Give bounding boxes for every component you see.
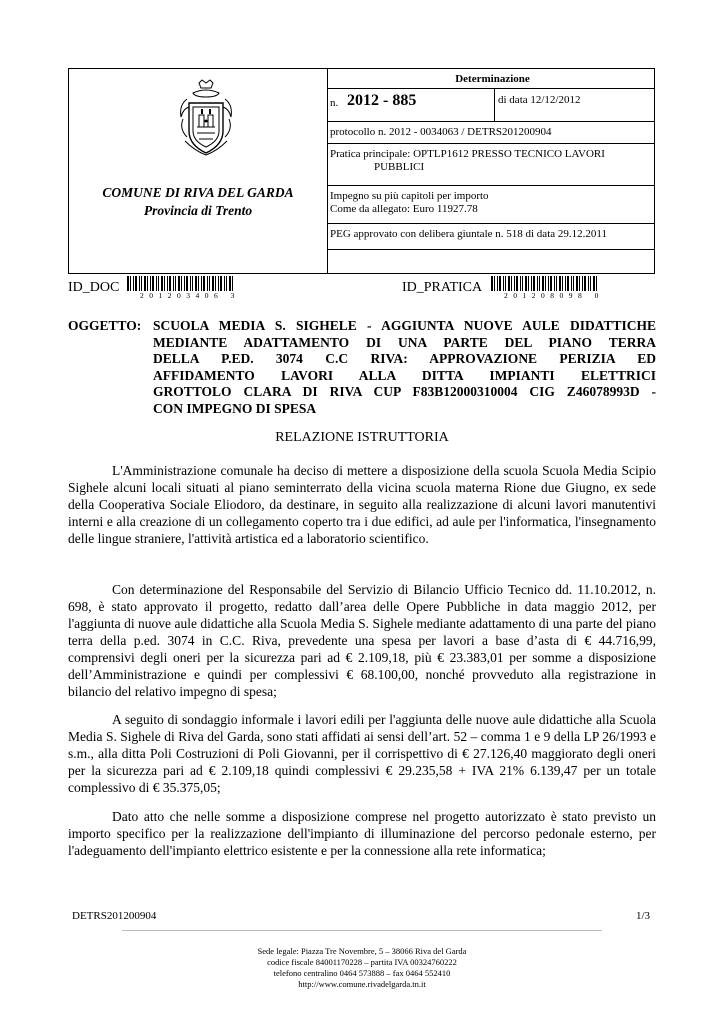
paragraph: A seguito di sondaggio informale i lavori edili per l'aggiunta delle nuove aule didattiche alla Scuola Media S. Sighele di Riva del Garda, sono stati affidati ai sensi dell’art. 52 – comma 1 e 9 della LP 26/1993 e s.m., alla ditta Poli Costruzioni di Poli Giovanni, per il corrispettivo di € 27.126,40 maggiorato degli oneri per la sicurezza pari ad € 2.109,18 quindi complessivi € 29.235,58 + IVA 21% 6.139,47 per un totale complessivo di € 35.375,05; (68, 712, 656, 795)
id-doc-code: 201203406 3 (140, 291, 240, 300)
page-number: 1/3 (636, 910, 651, 922)
id-pratica-label: ID_PRATICA (402, 280, 483, 295)
footer-phone: telefono centralino 0464 573888 – fax 0464 552410 (273, 968, 451, 978)
comune-name (69, 184, 327, 220)
determination-date: di data 12/12/2012 (498, 94, 581, 106)
oggetto-line: DELLA P.ED. 3074 C.C RIVA: APPROVAZIONE PERIZIA ED (153, 351, 656, 366)
oggetto-line: GROTTOLO CLARA DI RIVA CUP F83B12000310004 CIG Z46078993D - (153, 384, 656, 399)
oggetto-line: CON IMPEGNO DI SPESA (153, 400, 317, 416)
barcode-icon (127, 276, 235, 292)
section-title: RELAZIONE ISTRUTTORIA (275, 430, 449, 445)
id-pratica-code: 201208098 0 (504, 291, 604, 300)
impegno-line-1: Impegno su più capitoli per importo (330, 190, 489, 202)
impegno-line-2: Come da allegato: Euro 11927.78 (330, 203, 478, 215)
comune-title: COMUNE DI RIVA DEL GARDA (102, 185, 294, 200)
footer-tax: codice fiscale 84001170228 – partita IVA 00324760222 (267, 957, 457, 967)
footer-address: Sede legale: Piazza Tre Novembre, 5 – 38066 Riva del Garda (257, 946, 467, 956)
determination-number: 2012 - 885 (347, 92, 417, 109)
paragraph: Con determinazione del Responsabile del Servizio di Bilancio Ufficio Tecnico dd. 11.10.2012, n. 698, è stato approvato il progetto, redatto dall’area delle Opere Pubbliche in data maggio 2012, per l'aggiunta di nuove aule didattiche alla Scuola Media S. Sighele mediante adattamento di una parte del piano terra della p.ed. 3074 in C.C. Riva, prevedente una spesa per lavori a base d’asta di € 44.716,99, comprensivi degli oneri per la sicurezza pari ad € 2.109,18, più € 23.383,01 per somme a disposizione dell’Amministrazione e quindi per complessivi € 68.100,00, nonché provveduto alla registrazione in bilancio del relativo impegno di spesa; (68, 582, 656, 699)
protocol-number: protocollo n. 2012 - 0034063 / DETRS201200904 (327, 122, 655, 144)
barcode-icon (491, 276, 599, 292)
pratica-line-1: Pratica principale: OPTLP1612 PRESSO TECNICO LAVORI (330, 148, 605, 160)
header-table (68, 68, 655, 274)
paragraph: L'Amministrazione comunale ha deciso di mettere a disposizione della scuola Scuola Media Scipio Sighele alcuni locali situati al piano seminterrato della vicina scuola materna Rione due Giugno, ex sede della Cooperativa Sociale Eliodoro, da destinare, in seguito alla realizzazione di alcuni lavori manutentivi interni e alla creazione di un collegamento coperto tra i due edifici, ad aule per l'informatica, l'insegnamento delle lingue straniere, l'attività artistica ed a laboratorio scientifico. (68, 463, 656, 546)
impegno (327, 186, 655, 224)
footer-divider (122, 930, 602, 931)
footer-code: DETRS201200904 (72, 910, 157, 922)
number-label: n. (330, 97, 339, 109)
provincia: Provincia di Trento (143, 203, 253, 218)
id-doc-label: ID_DOC (68, 280, 120, 295)
cell-divider (494, 89, 495, 122)
header-left-cell (69, 69, 328, 273)
oggetto-line: SCUOLA MEDIA S. SIGHELE - AGGIUNTA NUOVE AULE DIDATTICHE (153, 318, 656, 333)
oggetto-text (153, 318, 656, 417)
oggetto-line: AFFIDAMENTO LAVORI ALLA DITTA IMPIANTI ELETTRICI (153, 367, 656, 383)
coat-of-arms-icon (177, 79, 235, 157)
oggetto-line: MEDIANTE ADATTAMENTO DI UNA PARTE DEL PIANO TERRA (153, 334, 656, 350)
pratica-line-2: PUBBLICI (374, 161, 425, 173)
oggetto-label: OGGETTO: (68, 318, 142, 333)
footer-website: http://www.comune.rivadelgarda.tn.it (298, 979, 426, 989)
peg-approval: PEG approvato con delibera giuntale n. 518 di data 29.12.2011 (327, 224, 655, 250)
pratica-principale (327, 144, 655, 186)
number-row (327, 89, 655, 122)
document-type: Determinazione (327, 69, 655, 89)
paragraph: Dato atto che nelle somme a disposizione comprese nel progetto autorizzato è stato previsto un importo specifico per la realizzazione dell'impianto di illuminazione del percorso pedonale esterno, per l'adeguamento dell'impianto elettrico esistente e per la connessione alla rete informatica; (68, 809, 656, 858)
empty-row (327, 250, 655, 273)
